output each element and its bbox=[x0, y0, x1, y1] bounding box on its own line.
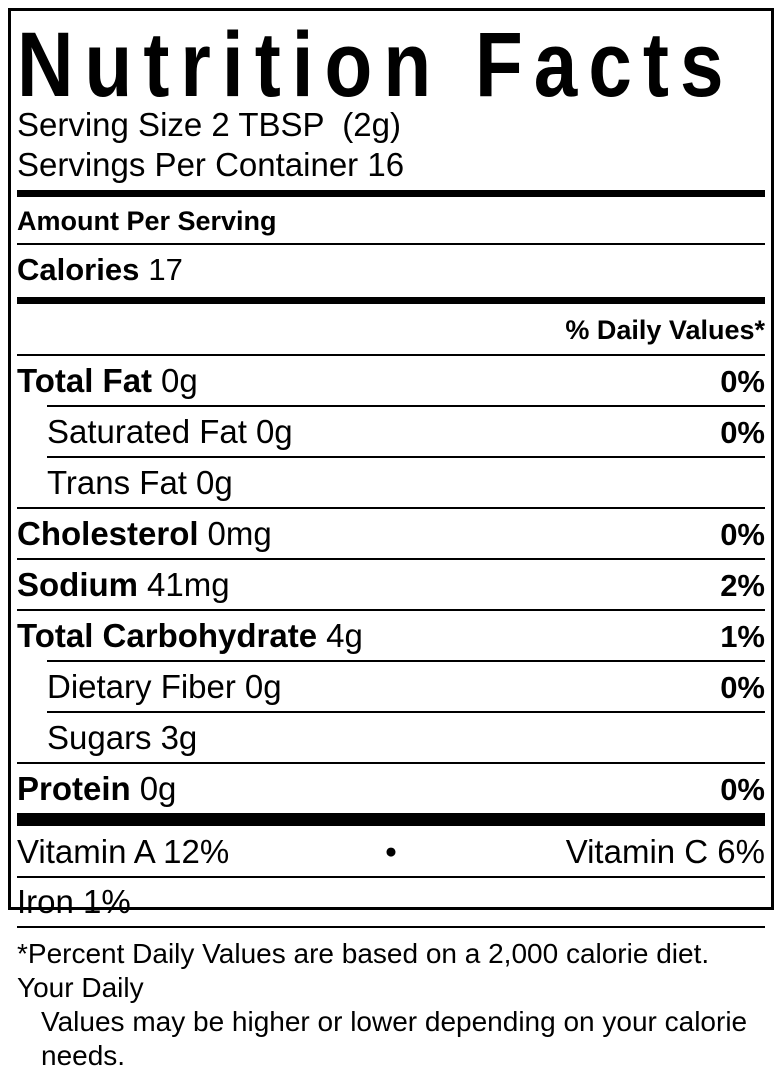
nutrient-row-trans-fat bbox=[17, 458, 765, 507]
nutrient-name: Total Carbohydrate bbox=[17, 617, 318, 654]
vitamins-row bbox=[17, 826, 765, 876]
servings-per-container-line: Servings Per Container 16 bbox=[17, 146, 405, 183]
nutrient-amount: 0g bbox=[139, 770, 177, 807]
nutrient-daily-value: 1% bbox=[720, 619, 765, 654]
nutrient-row-sodium bbox=[17, 560, 765, 609]
thick-divider-bar bbox=[17, 190, 765, 197]
calories-label: Calories bbox=[17, 252, 140, 287]
nutrient-name: Saturated Fat bbox=[47, 413, 247, 450]
nutrient-row-dietary-fiber bbox=[17, 662, 765, 711]
nutrient-amount: 0g bbox=[161, 362, 198, 399]
nutrient-name: Cholesterol bbox=[17, 515, 199, 552]
vitamin-c-value: Vitamin C 6% bbox=[565, 833, 765, 870]
daily-values-header: % Daily Values* bbox=[565, 315, 765, 345]
bullet-separator-icon: ● bbox=[384, 840, 398, 863]
nutrient-name: Sodium bbox=[17, 566, 138, 603]
nutrient-row-protein bbox=[17, 764, 765, 813]
nutrient-amount: 0g bbox=[244, 668, 282, 705]
nutrient-amount: 0g bbox=[255, 413, 293, 450]
nutrition-facts-label bbox=[8, 8, 774, 1071]
footnote-line-1: *Percent Daily Values are based on a 2,000 calorie diet. Your Daily bbox=[17, 938, 710, 1003]
nutrient-daily-value: 0% bbox=[720, 772, 765, 807]
nutrient-amount: 0mg bbox=[207, 515, 272, 552]
nutrient-daily-value: 0% bbox=[720, 364, 765, 399]
nutrient-amount: 0g bbox=[195, 464, 233, 501]
vitamin-a-value: Vitamin A 12% bbox=[17, 833, 230, 870]
iron-row: Iron 1% bbox=[17, 883, 131, 920]
calories-value: 17 bbox=[148, 252, 183, 287]
nutrient-row-cholesterol bbox=[17, 509, 765, 558]
nutrient-name: Protein bbox=[17, 770, 131, 807]
nutrient-row-total-fat bbox=[17, 356, 765, 405]
nutrient-row-sugars bbox=[17, 713, 765, 762]
thick-divider-bar bbox=[17, 813, 765, 826]
thick-divider-bar bbox=[17, 297, 765, 304]
nutrient-name: Dietary Fiber bbox=[47, 668, 236, 705]
nutrient-daily-value: 0% bbox=[720, 415, 765, 450]
nutrient-amount: 41mg bbox=[147, 566, 230, 603]
footnote-line-2: Values may be higher or lower depending on your calorie needs. bbox=[41, 1006, 748, 1071]
nutrient-daily-value: 0% bbox=[720, 670, 765, 705]
nutrient-name: Trans Fat bbox=[47, 464, 187, 501]
nutrient-daily-value: 0% bbox=[720, 517, 765, 552]
nutrient-daily-value: 2% bbox=[720, 568, 765, 603]
label-title: Nutrition Facts bbox=[17, 14, 735, 116]
nutrient-name: Sugars bbox=[47, 719, 152, 756]
nutrient-row-saturated-fat bbox=[17, 407, 765, 456]
amount-per-serving-heading: Amount Per Serving bbox=[17, 206, 277, 236]
nutrient-amount: 3g bbox=[160, 719, 198, 756]
nutrient-amount: 4g bbox=[326, 617, 363, 654]
calories-row bbox=[17, 245, 765, 297]
nutrient-name: Total Fat bbox=[17, 362, 153, 399]
serving-size-line: Serving Size 2 TBSP (2g) bbox=[17, 106, 401, 143]
nutrient-row-total-carbohydrate bbox=[17, 611, 765, 660]
